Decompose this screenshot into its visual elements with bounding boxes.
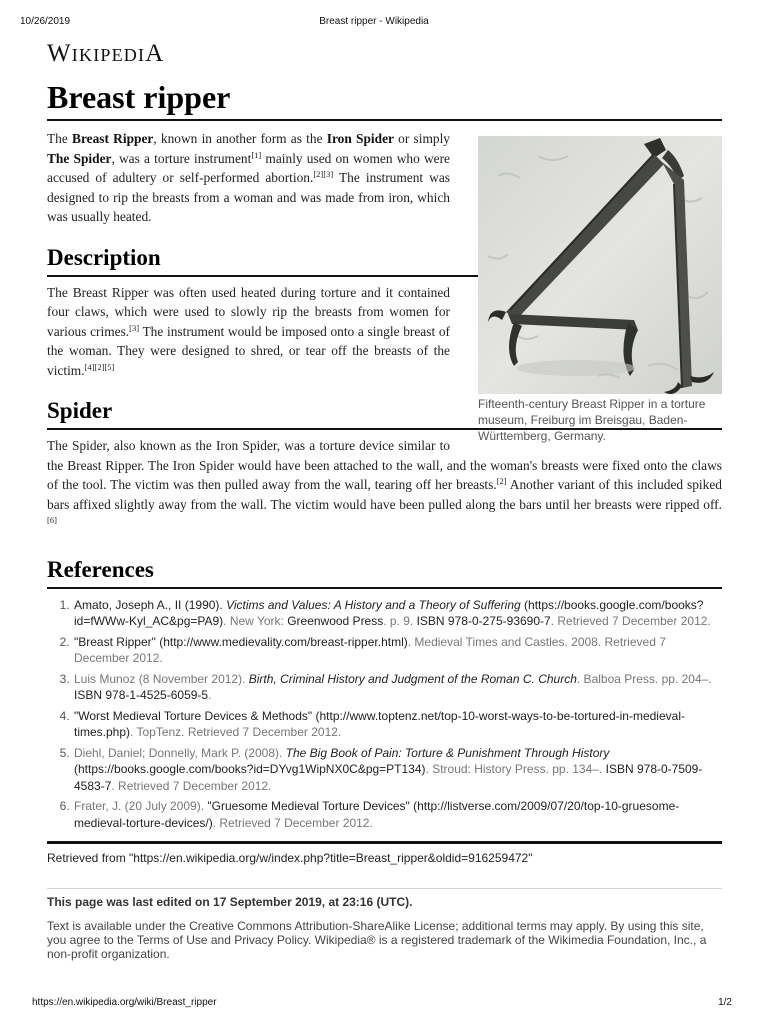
spider-paragraph [47,436,722,534]
reference-item [73,798,722,831]
wikipedia-wordmark[interactable] [47,40,722,74]
lead-text: , known in another form as the [153,131,327,146]
article-content [47,40,722,961]
reference-item [73,597,722,630]
ref-isbn-link[interactable]: ISBN 978-1-4525-6059-5 [74,688,209,702]
lead-bold-term: Iron Spider [326,131,394,146]
last-edited-notice: This page was last edited on 17 September 2019, at 23:16 (UTC). [47,895,413,909]
license-notice: Text is available under the Creative Commons Attribution-ShareAlike License; additional terms may apply. By using this site, you agree to the Terms of Use and Privacy Policy. Wikipedia® is a registered trademark of the Wikimedia Foundation, Inc., a non-profit organization. [47,919,707,961]
lead-text: The [47,131,73,146]
ref-meta: . Medieval Times and Castles. 2008. Retrieved 7 December 2012. [74,634,666,665]
citation-link[interactable]: [3] [129,322,140,333]
footer-divider [47,888,722,889]
wordmark-middle: IKIPEDI [71,45,146,65]
ref-author: Luis Munoz (8 November 2012). [74,671,249,686]
ref-retrieved: . Retrieved 7 December 2012. [550,614,711,628]
citation-link[interactable]: [4][2][5] [84,361,115,372]
ref-retrieved: . Retrieved 7 December 2012. [212,815,373,830]
ref-retrieved: . Retrieved 7 December 2012. [111,778,272,793]
lead-text: , was a torture instrument [111,150,252,166]
lead-text: mainly used on women who were accused of adultery or self-performed abortion. [47,150,450,185]
reference-item [73,671,722,704]
ref-meta: . New York: [223,614,288,628]
section-heading-spider: Spider [47,396,722,430]
photo-illustration [478,136,722,394]
ref-title-link[interactable]: "Worst Medieval Torture Devices & Methods" (http://www.toptenz.net/top-10-worst-ways-to-be-tortured-in-medieval-times.php) [74,708,685,739]
references-list [47,597,722,832]
ref-isbn-link[interactable]: ISBN 978-0-275-93690-7 [416,614,551,628]
citation-link[interactable]: [2][3] [313,169,334,179]
ref-url[interactable]: (https://books.google.com/books?id=fWWw-Kyl_AC&pg=PA9) [74,597,704,628]
ref-meta: . [208,688,212,702]
infobox [478,136,722,444]
infobox-caption: Fifteenth-century Breast Ripper in a torture museum, Freiburg im Breisgau, Baden-Württemberg, Germany. [478,397,706,443]
citation-link[interactable]: [1] [251,149,262,160]
wordmark-w: W [47,40,72,67]
lead-text: or simply [393,131,451,146]
ref-title-link[interactable]: The Big Book of Pain: Torture & Punishment Through History [285,745,610,760]
ref-title-link[interactable]: Victims and Values: A History and a Theory of Suffering [226,597,521,612]
ref-author: Amato, Joseph A., II (1990). [74,597,227,612]
reference-item [73,745,722,795]
ref-isbn-link[interactable]: ISBN 978-0-7509-4583-7 [74,762,703,793]
wordmark-a: A [145,40,165,67]
lead-text: The instrument was designed to rip the breasts from a woman and was made from iron, which was usually heated. [47,170,450,224]
print-date: 10/26/2019 [20,16,71,27]
lead-bold-term: The Spider [47,150,112,166]
ref-meta: . Stroud: History Press. pp. 134–. [425,762,606,776]
ref-meta: . p. 9. [383,614,417,628]
citation-link[interactable]: [6] [47,515,57,525]
spider-text: Another variant of this included spiked bars affixed slightly away from the wall. The victim would have been pulled along the bars until her breasts were ripped off. [47,477,722,512]
print-page-number: 1/2 [718,997,732,1008]
breast-ripper-photo[interactable] [478,136,722,394]
print-page-title: Breast ripper - Wikipedia [319,16,429,27]
ref-meta: . TopTenz. Retrieved 7 December 2012. [130,725,342,739]
page-title: Breast ripper [47,74,722,121]
content-end-rule [47,841,722,844]
ref-title: Birth, Criminal History and Judgment of the Roman C. Church [248,671,577,686]
ref-title-link[interactable]: "Breast Ripper" (http://www.medievality.com/breast-ripper.html) [74,634,408,649]
ref-author: Frater, J. (20 July 2009). [74,799,208,813]
reference-item [73,708,722,741]
print-url: https://en.wikipedia.org/wiki/Breast_ripper [32,997,217,1008]
ref-meta: . Balboa Press. pp. 204–. [576,671,712,686]
section-heading-references: References [47,555,722,589]
reference-item [73,634,722,667]
article-body [47,129,722,961]
ref-title-link[interactable]: "Gruesome Medieval Torture Devices" (http://listverse.com/2009/07/20/top-10-gruesome-medieval-torture-devices/) [74,799,680,830]
retrieved-from[interactable]: Retrieved from "https://en.wikipedia.org/w/index.php?title=Breast_ripper&oldid=916259472" [47,851,533,865]
lead-bold-term: Breast Ripper [72,131,154,146]
citation-link[interactable]: [2] [496,476,507,486]
description-text: The instrument would be imposed onto a single breast of the woman. They were designed to shred, or tear off the breasts of the victim. [47,323,450,378]
spider-text: The Spider, also known as the Iron Spider, was a torture device similar to the Breast Ripper. The Iron Spider would have been attached to the wall, and the woman's breasts were fixed onto the claws of the tool. The victim was then pulled away from the wall, tearing off her breasts. [47,438,722,492]
description-text: The Breast Ripper was often used heated during torture and it contained four claws, which were used to slowly rip the breasts from women for various crimes. [47,284,450,339]
ref-publisher-link[interactable]: Greenwood Press [287,614,384,628]
ref-url[interactable]: (https://books.google.com/books?id=DYvg1WipNX0C&pg=PT134) [74,762,426,776]
ref-author: Diehl, Daniel; Donnelly, Mark P. (2008). [74,745,286,760]
section-heading-description: Description [47,243,722,277]
